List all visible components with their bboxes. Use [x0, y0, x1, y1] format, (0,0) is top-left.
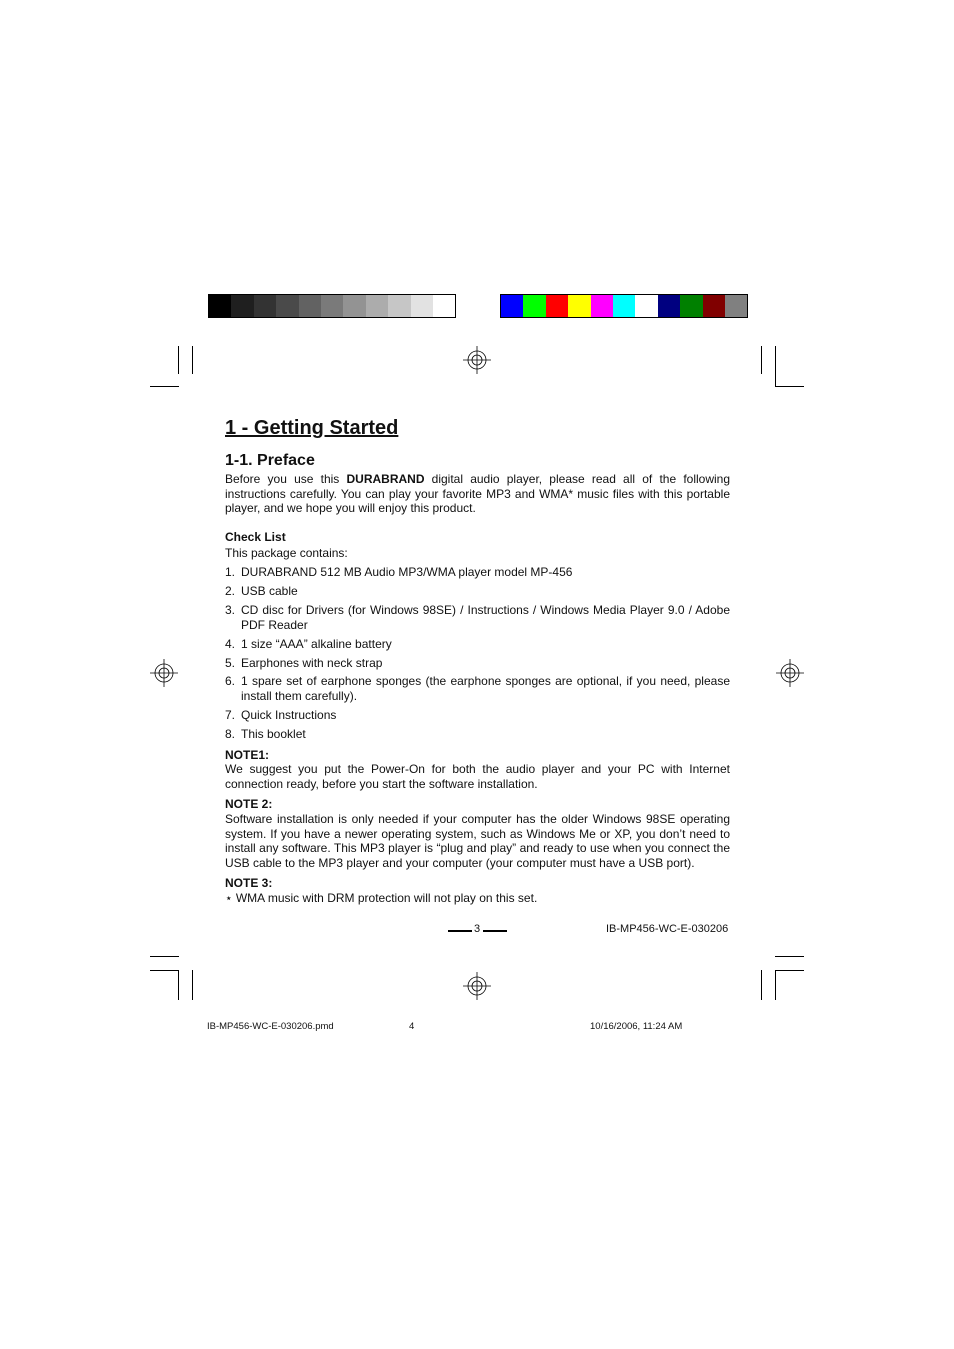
list-item: 5. Earphones with neck strap [225, 655, 383, 670]
color-swatch [299, 295, 321, 317]
color-swatch [343, 295, 365, 317]
list-item: 4. 1 size “AAA” alkaline battery [225, 636, 392, 651]
color-swatch [680, 295, 702, 317]
color-swatch [388, 295, 410, 317]
color-swatch [321, 295, 343, 317]
color-swatch [523, 295, 545, 317]
color-swatch [725, 295, 747, 317]
page-number-rule-right [483, 930, 507, 932]
color-swatch [635, 295, 657, 317]
note-2-title: NOTE 2: [225, 797, 273, 812]
list-item: 7. Quick Instructions [225, 708, 337, 723]
color-swatch [433, 295, 455, 317]
color-swatch [366, 295, 388, 317]
checklist-title: Check List [225, 529, 286, 544]
slug-page: 4 [409, 1021, 415, 1032]
list-item: 2. USB cable [225, 583, 298, 598]
registration-target-icon [463, 972, 491, 1000]
page-content [225, 415, 730, 906]
color-swatch [231, 295, 253, 317]
document-code: IB-MP456-WC-E-030206 [606, 923, 729, 935]
color-swatch [254, 295, 276, 317]
list-item: 6. 1 spare set of earphone sponges (the earphone sponges are optional, if you need, please install them carefully). [225, 674, 730, 704]
slug-file-name: IB-MP456-WC-E-030206.pmd [207, 1021, 334, 1032]
note-1-text: We suggest you put the Power-On for both the audio player and your PC with Internet connection ready, before you start the software installation. [225, 762, 730, 791]
page-number: 3 [474, 923, 481, 935]
color-swatch [276, 295, 298, 317]
note-3-text: ⋆ WMA music with DRM protection will not play on this set. [225, 890, 538, 905]
list-item: 3. CD disc for Drivers (for Windows 98SE) / Instructions / Windows Media Player 9.0 / Adobe PDF Reader [225, 602, 730, 632]
color-swatch [703, 295, 725, 317]
color-swatch [209, 295, 231, 317]
registration-target-icon [776, 659, 804, 687]
registration-target-icon [150, 659, 178, 687]
checklist [225, 565, 730, 742]
note-3-title: NOTE 3: [225, 876, 273, 891]
color-swatch [658, 295, 680, 317]
note-1-title: NOTE1: [225, 747, 270, 762]
checklist-intro: This package contains: [225, 546, 348, 561]
preface-paragraph: Before you use this DURABRAND digital audio player, please read all of the following instructions carefully. You can play your favorite MP3 and WMA* music files with this portable player, and we hope you will enjoy this product. [225, 472, 731, 516]
note-2-text: Software installation is only needed if your computer has the older Windows 98SE operating system. If you have a newer operating system, such as Windows Me or XP, you don’t need to install any software. This MP3 player is “plug and play” and ready to use when you connect the USB cable to the MP3 player and your computer (your computer must have a USB port). [225, 812, 730, 870]
color-swatch [546, 295, 568, 317]
color-swatch [568, 295, 590, 317]
page-number-rule-left [448, 930, 472, 932]
color-swatch [411, 295, 433, 317]
color-calibration-bar [500, 294, 748, 318]
section-title: 1-1. Preface [225, 452, 315, 469]
color-swatch [591, 295, 613, 317]
list-item: 8. This booklet [225, 727, 306, 742]
slug-timestamp: 10/16/2006, 11:24 AM [590, 1021, 683, 1032]
brand-name: DURABRAND [346, 472, 425, 486]
color-swatch [501, 295, 523, 317]
grayscale-calibration-bar [208, 294, 456, 318]
list-item: 1. DURABRAND 512 MB Audio MP3/WMA player model MP-456 [225, 564, 573, 579]
registration-target-icon [463, 346, 491, 374]
color-swatch [613, 295, 635, 317]
chapter-title: 1 - Getting Started [225, 417, 399, 439]
